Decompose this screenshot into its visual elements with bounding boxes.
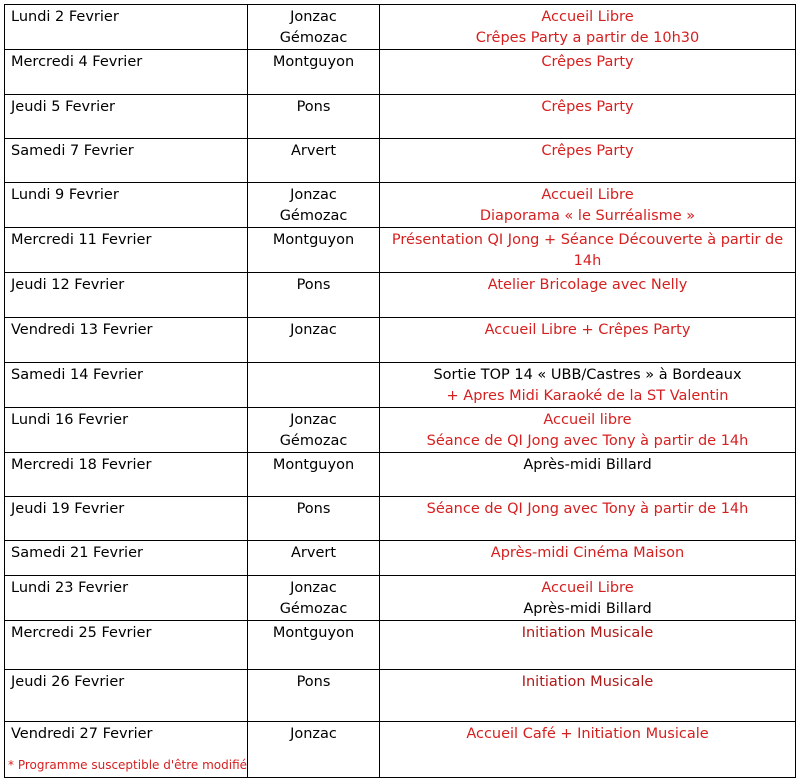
city-name: Pons (296, 99, 331, 115)
activity-text: Accueil libre (543, 412, 632, 428)
city-name: Jonzac (290, 187, 337, 203)
date-cell: Mercredi 4 Fevrier (5, 50, 248, 95)
city-name: Jonzac (290, 580, 337, 596)
date-cell: Vendredi 13 Fevrier (5, 318, 248, 363)
city-name: Arvert (290, 143, 337, 159)
city-name: Gémozac (279, 433, 348, 449)
date-cell: Jeudi 12 Fevrier (5, 273, 248, 318)
date-cell: Samedi 21 Fevrier (5, 541, 248, 576)
activity-cell (380, 95, 796, 139)
activity-text: + Apres Midi Karaoké de la ST Valentin (446, 388, 729, 404)
schedule-row (5, 497, 796, 541)
activity-text: Séance de QI Jong avec Tony à partir de 14h (426, 433, 749, 449)
date-cell: Mercredi 25 Fevrier (5, 621, 248, 670)
activity-cell (380, 541, 796, 576)
city-name: Montguyon (272, 54, 355, 70)
city-name: Montguyon (272, 232, 355, 248)
activity-text: Crêpes Party (541, 143, 634, 159)
activity-cell (380, 453, 796, 497)
schedule-row (5, 50, 796, 95)
schedule-row (5, 408, 796, 453)
date-cell: Jeudi 19 Fevrier (5, 497, 248, 541)
schedule-row (5, 273, 796, 318)
activity-text: Accueil Libre (541, 9, 634, 25)
date-cell: Jeudi 5 Fevrier (5, 95, 248, 139)
activity-text: Après-midi Billard (523, 457, 652, 473)
activity-text: Accueil Libre (541, 580, 634, 596)
schedule-row (5, 183, 796, 228)
date-cell: Lundi 9 Fevrier (5, 183, 248, 228)
schedule-row (5, 139, 796, 183)
activity-text: Accueil Libre (541, 187, 634, 203)
city-name: Arvert (290, 545, 337, 561)
city-name: Pons (296, 277, 331, 293)
activity-cell (380, 5, 796, 50)
city-cell (248, 50, 380, 95)
activity-cell (380, 408, 796, 453)
city-cell (248, 670, 380, 722)
city-cell (248, 621, 380, 670)
date-cell: Lundi 16 Fevrier (5, 408, 248, 453)
activity-cell (380, 621, 796, 670)
city-cell (248, 139, 380, 183)
activity-text: Après-midi Billard (523, 601, 652, 617)
activity-text: Présentation QI Jong + Séance Découverte à partir de 14h (391, 232, 784, 269)
footnote: * Programme susceptible d'être modifié (8, 758, 248, 772)
city-cell (248, 318, 380, 363)
schedule-row (5, 576, 796, 621)
activity-text: Crêpes Party (541, 54, 634, 70)
activity-cell (380, 497, 796, 541)
date-cell: Lundi 23 Fevrier (5, 576, 248, 621)
city-cell (248, 183, 380, 228)
activity-text: Initiation Musicale (521, 674, 654, 690)
activity-cell (380, 363, 796, 408)
activity-cell (380, 228, 796, 273)
city-cell (248, 5, 380, 50)
city-name: Montguyon (272, 625, 355, 641)
city-name: Jonzac (290, 726, 337, 742)
city-name: Gémozac (279, 601, 348, 617)
schedule-row (5, 228, 796, 273)
activity-cell (380, 318, 796, 363)
city-name: Gémozac (279, 208, 348, 224)
schedule-row (5, 95, 796, 139)
activity-cell (380, 273, 796, 318)
activity-text: Séance de QI Jong avec Tony à partir de 14h (426, 501, 749, 517)
schedule-row (5, 5, 796, 50)
city-name: Jonzac (290, 322, 337, 338)
city-cell (248, 228, 380, 273)
activity-text: Accueil Café + Initiation Musicale (466, 726, 709, 742)
city-cell (248, 497, 380, 541)
schedule-row (5, 670, 796, 722)
schedule-table (4, 4, 796, 778)
activity-text: Après-midi Cinéma Maison (490, 545, 685, 561)
activity-text: Crêpes Party (541, 99, 634, 115)
city-name: Jonzac (290, 412, 337, 428)
city-name: Jonzac (290, 9, 337, 25)
activity-text: Atelier Bricolage avec Nelly (487, 277, 688, 293)
date-cell: Vendredi 27 Fevrier (5, 722, 248, 778)
city-name: Pons (296, 674, 331, 690)
city-cell (248, 363, 380, 408)
city-name: Gémozac (279, 30, 348, 46)
activity-text: Initiation Musicale (521, 625, 654, 641)
date-cell: Mercredi 18 Fevrier (5, 453, 248, 497)
city-cell (248, 541, 380, 576)
activity-cell (380, 670, 796, 722)
activity-cell (380, 576, 796, 621)
schedule-row (5, 541, 796, 576)
city-cell (248, 576, 380, 621)
city-name: Pons (296, 501, 331, 517)
date-cell: Mercredi 11 Fevrier (5, 228, 248, 273)
schedule-row (5, 453, 796, 497)
activity-text: Crêpes Party a partir de 10h30 (475, 30, 700, 46)
schedule-row (5, 318, 796, 363)
city-cell (248, 722, 380, 778)
schedule-row (5, 621, 796, 670)
date-cell: Samedi 7 Fevrier (5, 139, 248, 183)
activity-cell (380, 50, 796, 95)
activity-text: Diaporama « le Surréalisme » (479, 208, 696, 224)
date-cell: Lundi 2 Fevrier (5, 5, 248, 50)
city-cell (248, 273, 380, 318)
activity-cell (380, 722, 796, 778)
schedule-row (5, 363, 796, 408)
schedule-body (5, 5, 796, 778)
activity-cell (380, 139, 796, 183)
city-name: Montguyon (272, 457, 355, 473)
date-cell: Samedi 14 Fevrier (5, 363, 248, 408)
city-cell (248, 408, 380, 453)
date-cell: Jeudi 26 Fevrier (5, 670, 248, 722)
city-cell (248, 453, 380, 497)
city-cell (248, 95, 380, 139)
activity-text: Accueil Libre + Crêpes Party (484, 322, 691, 338)
activity-cell (380, 183, 796, 228)
activity-text: Sortie TOP 14 « UBB/Castres » à Bordeaux (433, 367, 742, 383)
